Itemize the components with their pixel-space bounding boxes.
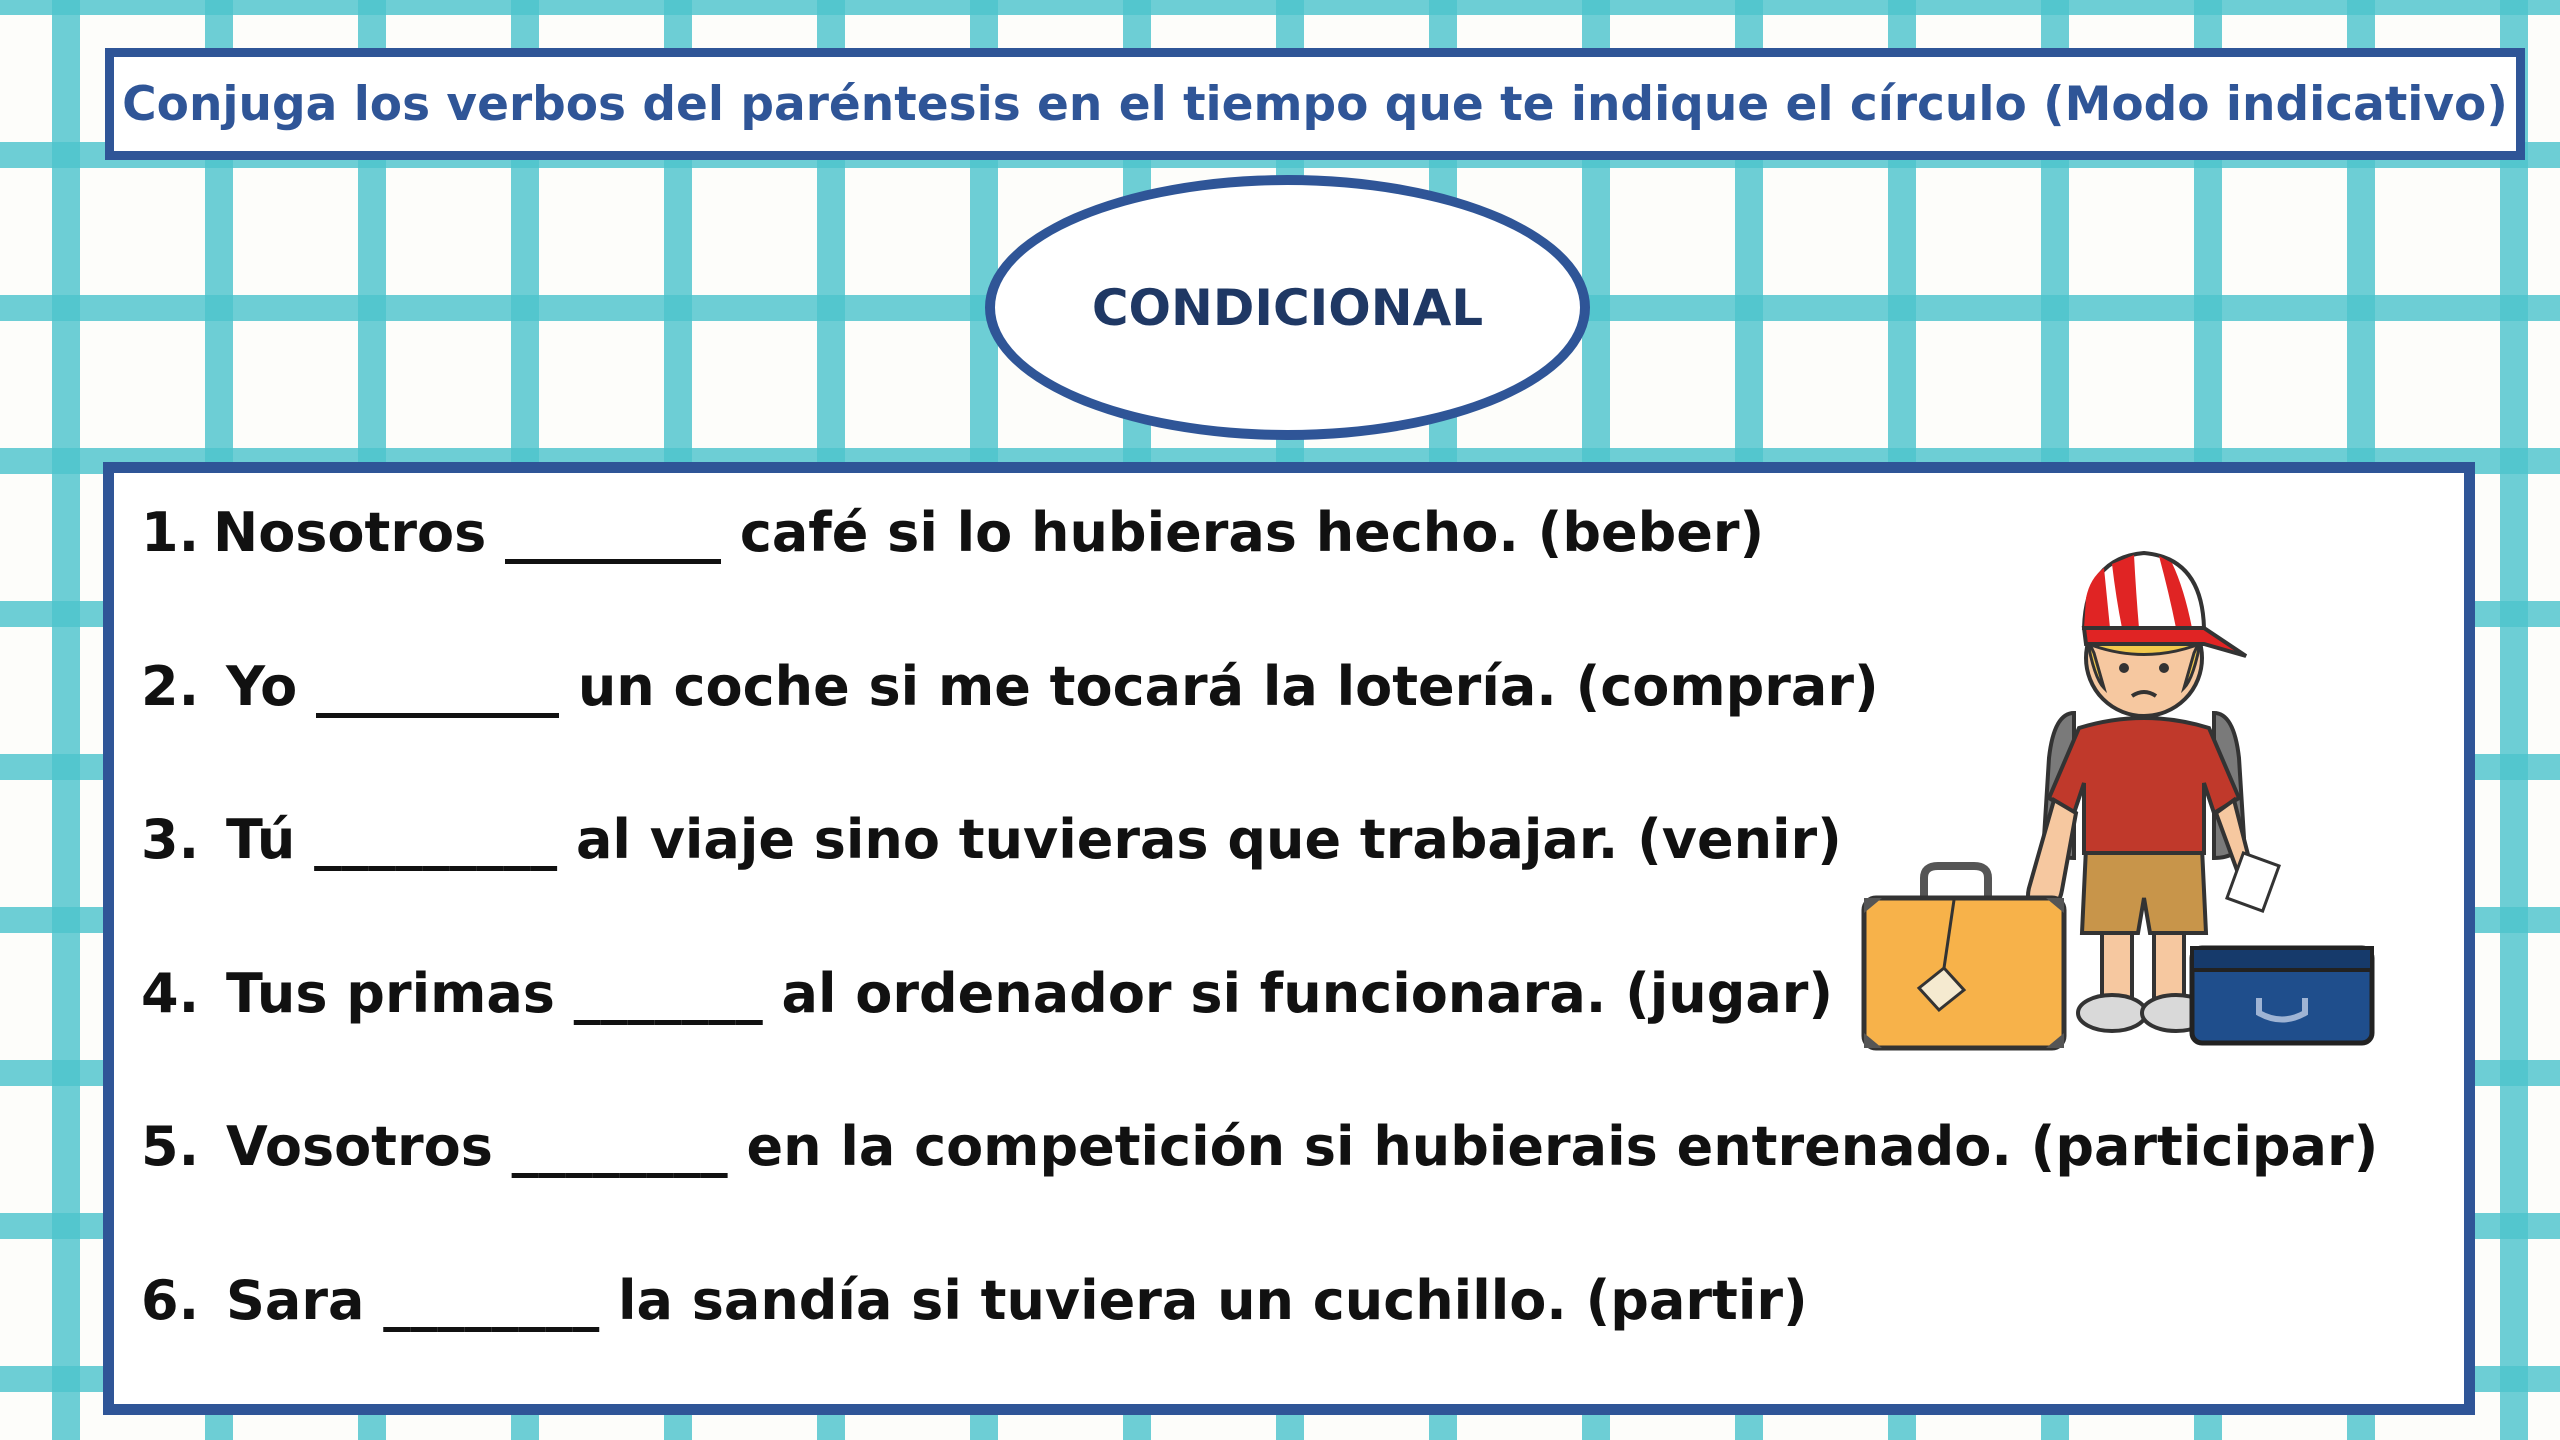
exercise-number: 5. — [141, 1115, 200, 1178]
boy-with-suitcases-icon — [1854, 528, 2414, 1058]
exercise-sentence: Vosotros ________ en la competición si hubierais entrenado. (participar) — [226, 1115, 2379, 1178]
exercise-item — [141, 1268, 2378, 1425]
exercise-number: 1. — [141, 501, 200, 564]
exercise-number: 3. — [141, 808, 200, 871]
tense-oval — [985, 175, 1590, 440]
instruction-banner — [105, 48, 2525, 160]
exercise-sentence: Tus primas _______ al ordenador si funcionara. (jugar) — [226, 961, 1834, 1025]
exercise-sentence: Nosotros ________ café si lo hubieras hecho. (beber) — [213, 501, 1765, 564]
exercise-sentence: Sara ________ la sandía si tuviera un cuchillo. (partir) — [226, 1268, 1808, 1332]
exercise-item — [141, 1117, 2378, 1271]
exercise-number: 2. — [141, 654, 200, 718]
exercise-panel — [103, 462, 2475, 1415]
exercise-sentence: Yo _________ un coche si me tocará la lotería. (comprar) — [226, 654, 1879, 718]
exercise-number: 4. — [141, 961, 200, 1025]
exercise-sentence: Tú _________ al viaje sino tuvieras que trabajar. (venir) — [226, 808, 1842, 871]
tense-label: CONDICIONAL — [1091, 278, 1484, 337]
exercise-number: 6. — [141, 1268, 200, 1332]
instruction-text: Conjuga los verbos del paréntesis en el tiempo que te indique el círculo (Modo indicativo) — [122, 76, 2508, 132]
